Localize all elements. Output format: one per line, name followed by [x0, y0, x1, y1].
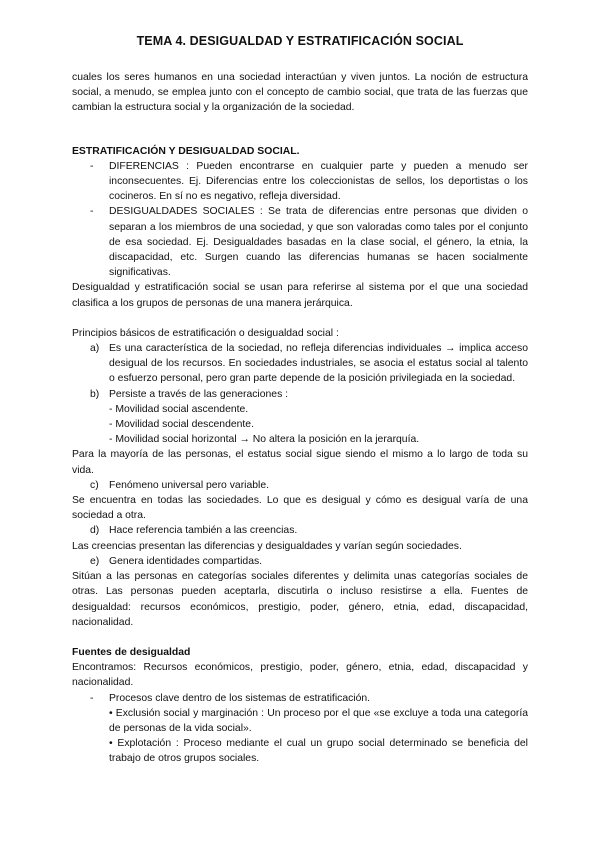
principle-a [72, 341, 528, 387]
principle-text: Fenómeno universal pero variable. [109, 479, 269, 491]
process-bullet: • Exclusión social y marginación : Un proceso por el que «se excluye a toda una categoría de personas de la vida social». [109, 707, 528, 734]
principles-intro: Principios básicos de estratificación o desigualdad social : [72, 327, 339, 339]
mobility-item: - Movilidad social horizontal → No altera la posición en la jerarquía. [109, 434, 420, 446]
list-item [72, 159, 528, 205]
list-item-text: DIFERENCIAS : Pueden encontrarse en cualquier parte y pueden a menudo ser inconsecuentes. Ej. Diferencias entre los coleccionistas de sellos, los deportistas o los cocineros. En sí no es negativo, refleja diversidad. [109, 160, 528, 203]
list-marker: d) [90, 525, 100, 537]
principle-b [72, 387, 528, 402]
principle-c [72, 478, 528, 493]
definition-paragraph: Desigualdad y estratificación social se usan para referirse al sistema por el que una sociedad clasifica a los grupos de personas de una manera jerárquica. [72, 282, 528, 309]
dash-marker: - [90, 206, 94, 218]
list-marker: e) [90, 555, 100, 567]
principle-e [72, 554, 528, 569]
section-heading-stratification: ESTRATIFICACIÓN Y DESIGUALDAD SOCIAL. [72, 145, 300, 157]
list-item-text: DESIGUALDADES SOCIALES : Se trata de diferencias entre personas que dividen o separan a los miembros de una sociedad, y que son valoradas como tales por el conjunto de esa sociedad. Ej. Desigualdades basadas en la clase social, el género, la etnia, la discapacidad, etc. Surgen cuando las diferencias humanas se hacen socialmente significativas. [109, 206, 528, 279]
principle-text: Genera identidades compartidas. [109, 555, 263, 567]
list-item-text: Procesos clave dentro de los sistemas de estratificación. [109, 692, 371, 704]
mobility-item: - Movilidad social ascendente. [109, 403, 249, 415]
principle-d [72, 523, 528, 538]
list-marker: b) [90, 388, 100, 400]
principle-c-explanation: Se encuentra en todas las sociedades. Lo que es desigual y cómo es desigual varía de una sociedad a otra. [72, 495, 528, 522]
list-item [72, 204, 528, 280]
document-body [72, 70, 528, 767]
principle-text: Hace referencia también a las creencias. [109, 525, 298, 537]
principle-d-explanation: Las creencias presentan las diferencias y desigualdades y varían según sociedades. [72, 540, 462, 552]
list-item [72, 691, 528, 706]
intro-paragraph: cuales los seres humanos en una sociedad interactúan y viven juntos. La noción de estructura social, a menudo, se emplea junto con el concepto de cambio social, que trata de las fuerzas que cambian la estructura social y la organización de la sociedad. [72, 72, 528, 114]
principle-text: Es una característica de la sociedad, no refleja diferencias individuales → implica acceso desigual de los recursos. En sociedades industriales, se asocia el estatus social al talento o esfuerzo personal, pero gran parte depende de la posición privilegiada en la sociedad. [109, 343, 528, 385]
list-marker: a) [90, 343, 100, 355]
process-bullet: • Explotación : Proceso mediante el cual un grupo social determinado se beneficia del trabajo de otros grupos sociales. [109, 738, 528, 765]
section-heading-sources: Fuentes de desigualdad [72, 646, 191, 658]
principle-text: Persiste a través de las generaciones : [109, 388, 289, 400]
sources-paragraph: Encontramos: Recursos económicos, prestigio, poder, género, etnia, edad, discapacidad y nacionalidad. [72, 662, 528, 689]
list-marker: c) [90, 479, 99, 491]
mobility-item: - Movilidad social descendente. [109, 419, 254, 431]
principle-b-explanation: Para la mayoría de las personas, el estatus social sigue siendo el mismo a lo largo de toda su vida. [72, 449, 528, 476]
dash-marker: - [90, 160, 94, 172]
principle-e-explanation: Sitúan a las personas en categorías sociales diferentes y delimita unas categorías sociales de otras. Las personas pueden aceptarla, discutirla o incluso resistirse a ella. Fuentes de desigualdad: recursos económicos, prestigio, poder, género, etnia, edad, discapacidad, nacionalidad. [72, 571, 528, 628]
dash-marker: - [90, 692, 94, 704]
page-title: TEMA 4. DESIGUALDAD Y ESTRATIFICACIÓN SOCIAL [136, 34, 464, 48]
